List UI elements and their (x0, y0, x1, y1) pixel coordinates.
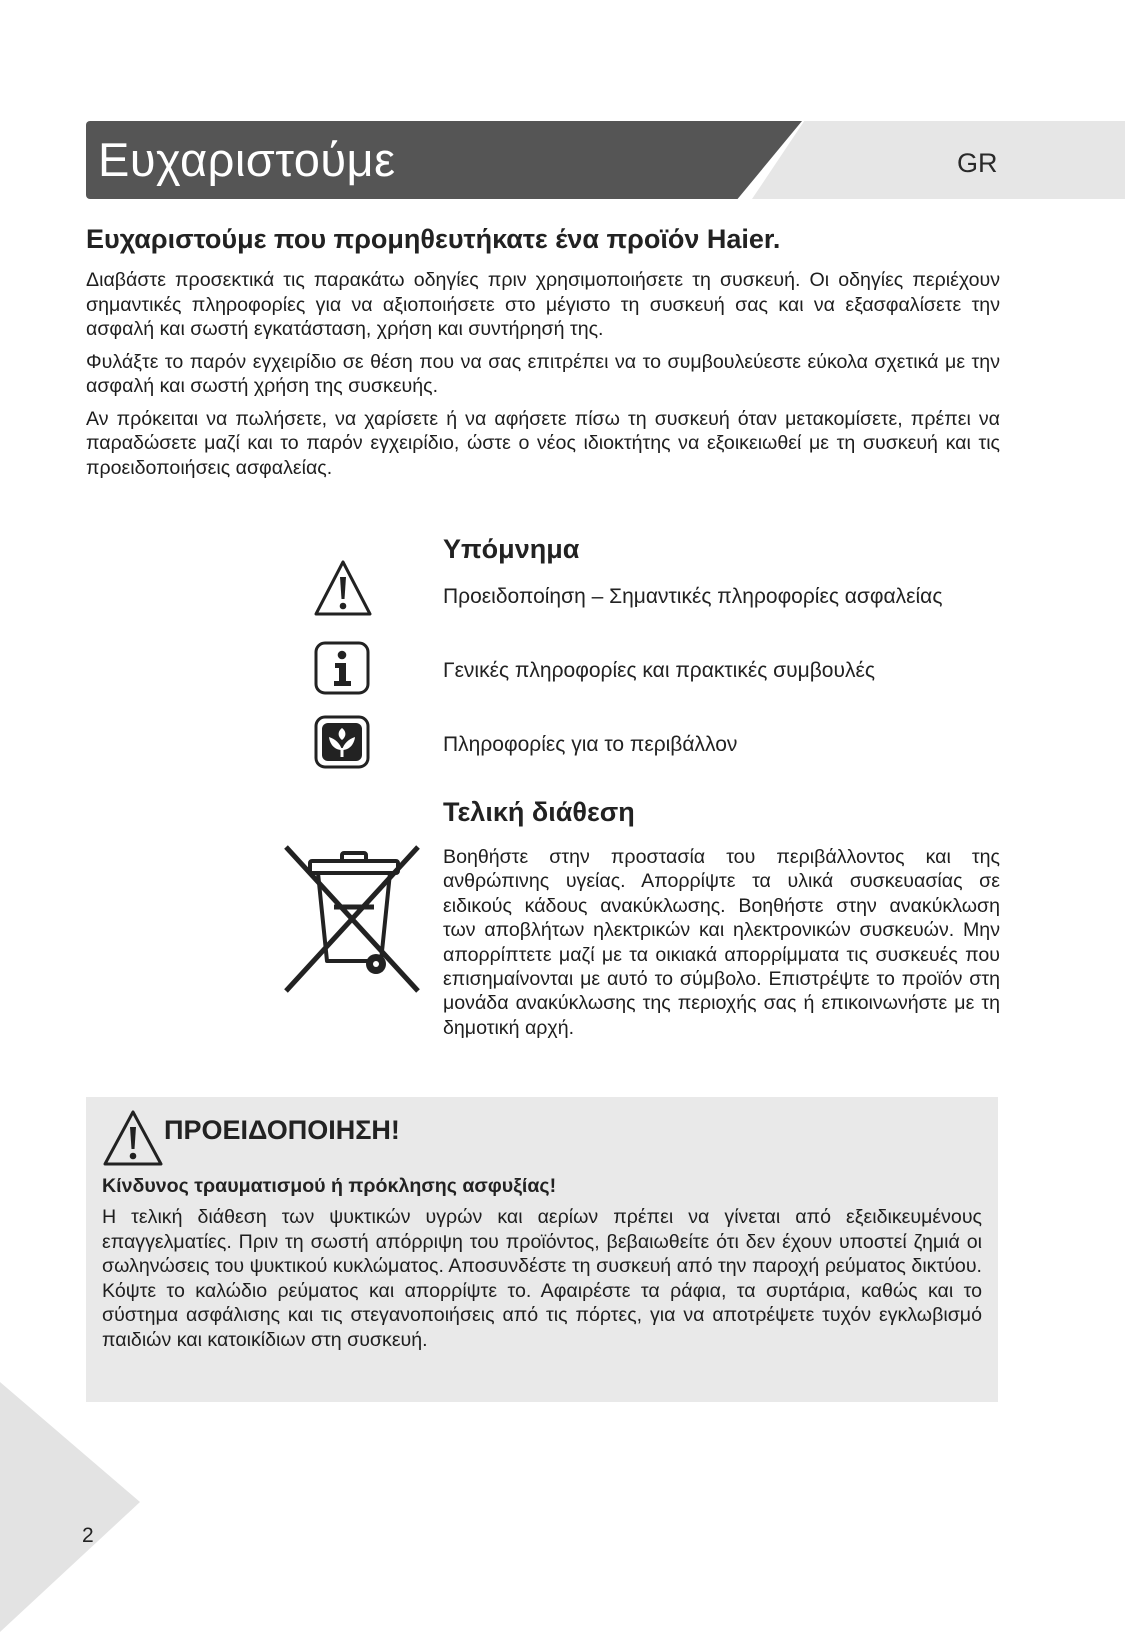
page-number: 2 (82, 1524, 94, 1547)
language-code: GR (957, 148, 998, 178)
warning-subtitle: Κίνδυνος τραυματισμού ή πρόκλησης ασφυξίας! (102, 1175, 557, 1197)
warning-triangle-icon (313, 558, 373, 623)
info-icon (313, 640, 373, 703)
warning-title: ΠΡΟΕΙΔΟΠΟΙΗΣΗ! (164, 1115, 400, 1145)
main-heading: Ευχαριστούμε που προμηθευτήκατε ένα προϊόν Haier. (86, 224, 781, 254)
intro-paragraph: Διαβάστε προσεκτικά τις παρακάτω οδηγίες πριν χρησιμοποιήσετε τη συσκευή. Οι οδηγίες περιέχουν σημαντικές πληροφορίες για να αξιοποιήσετε στο μέγιστο τη συσκευή σας και να εξασφαλίσετε την ασφαλή και σωστή εγκατάσταση, χρήση και συντήρησή της. (86, 269, 1000, 340)
page-corner-decoration (0, 1382, 140, 1632)
intro-paragraph: Φυλάξτε το παρόν εγχειρίδιο σε θέση που να σας επιτρέπει να το συμβουλεύεστε εύκολα σχετικά με την ασφαλή και σωστή χρήση της συσκευής. (86, 350, 1000, 397)
legend-item-label: Γενικές πληροφορίες και πρακτικές συμβουλές (443, 659, 875, 682)
intro-text (86, 268, 1000, 488)
legend-item-info (0, 640, 1125, 700)
warning-body: Η τελική διάθεση των ψυκτικών υγρών και αερίων πρέπει να γίνεται από εξειδικευμένους επαγγελματίες. Πριν τη σωστή απόρριψη του προϊόντος, βεβαιωθείτε ότι δεν έχουν υποστεί ζημιά οι σωληνώσεις του ψυκτικού κυκλώματος. Αποσυνδέστε τη συσκευή από την παροχή ρεύματος δικτύου. Κόψτε το καλώδιο ρεύματος και απορρίψτε το. Αφαιρέστε τα ράφια, τα συρτάρια, καθώς και το σύστημα ασφάλισης και τις στεγανοποιήσεις από τις πόρτες, για να αποτρέψετε τυχόν εγκλωβισμό παιδιών και κατοικίδιων στη συσκευή. (102, 1206, 982, 1351)
language-banner (752, 121, 1125, 199)
environment-icon (313, 714, 373, 775)
warning-box (86, 1097, 998, 1402)
disposal-title: Τελική διάθεση (443, 797, 635, 827)
page-title: Ευχαριστούμε (98, 133, 396, 186)
legend-item-environment (0, 714, 1125, 774)
warning-triangle-icon (102, 1109, 164, 1172)
legend-item-label: Πληροφορίες για το περιβάλλον (443, 733, 738, 756)
crossed-out-bin-icon (282, 843, 422, 1000)
legend-item-warning (0, 558, 1125, 618)
intro-paragraph: Αν πρόκειται να πωλήσετε, να χαρίσετε ή να αφήσετε πίσω τη συσκευή όταν μετακομίσετε, πρέπει να παραδώσετε μαζί και το παρόν εγχειρίδιο, ώστε ο νέος ιδιοκτήτης να εξοικειωθεί με τη συσκευή και τις προειδοποιήσεις ασφαλείας. (86, 407, 1000, 479)
disposal-text: Βοηθήστε στην προστασία του περιβάλλοντος και της ανθρώπινης υγείας. Απορρίψτε τα υλικά συσκευασίας σε ειδικούς κάδους ανακύκλωσης. Βοηθήστε στην ανακύκλωση των αποβλήτων ηλεκτρικών και ηλεκτρονικών συσκευών. Μην απορρίπτετε μαζί με τα οικιακά απορρίμματα τις συσκευές που επισημαίνονται με αυτό το σύμβολο. Επιστρέψτε το προϊόν στη μονάδα ανακύκλωσης της περιοχής σας ή επικοινωνήστε με τη δημοτική αρχή. (443, 846, 1000, 1039)
legend-title: Υπόμνημα (443, 534, 580, 564)
legend-item-label: Προειδοποίηση – Σημαντικές πληροφορίες ασφαλείας (443, 585, 943, 608)
